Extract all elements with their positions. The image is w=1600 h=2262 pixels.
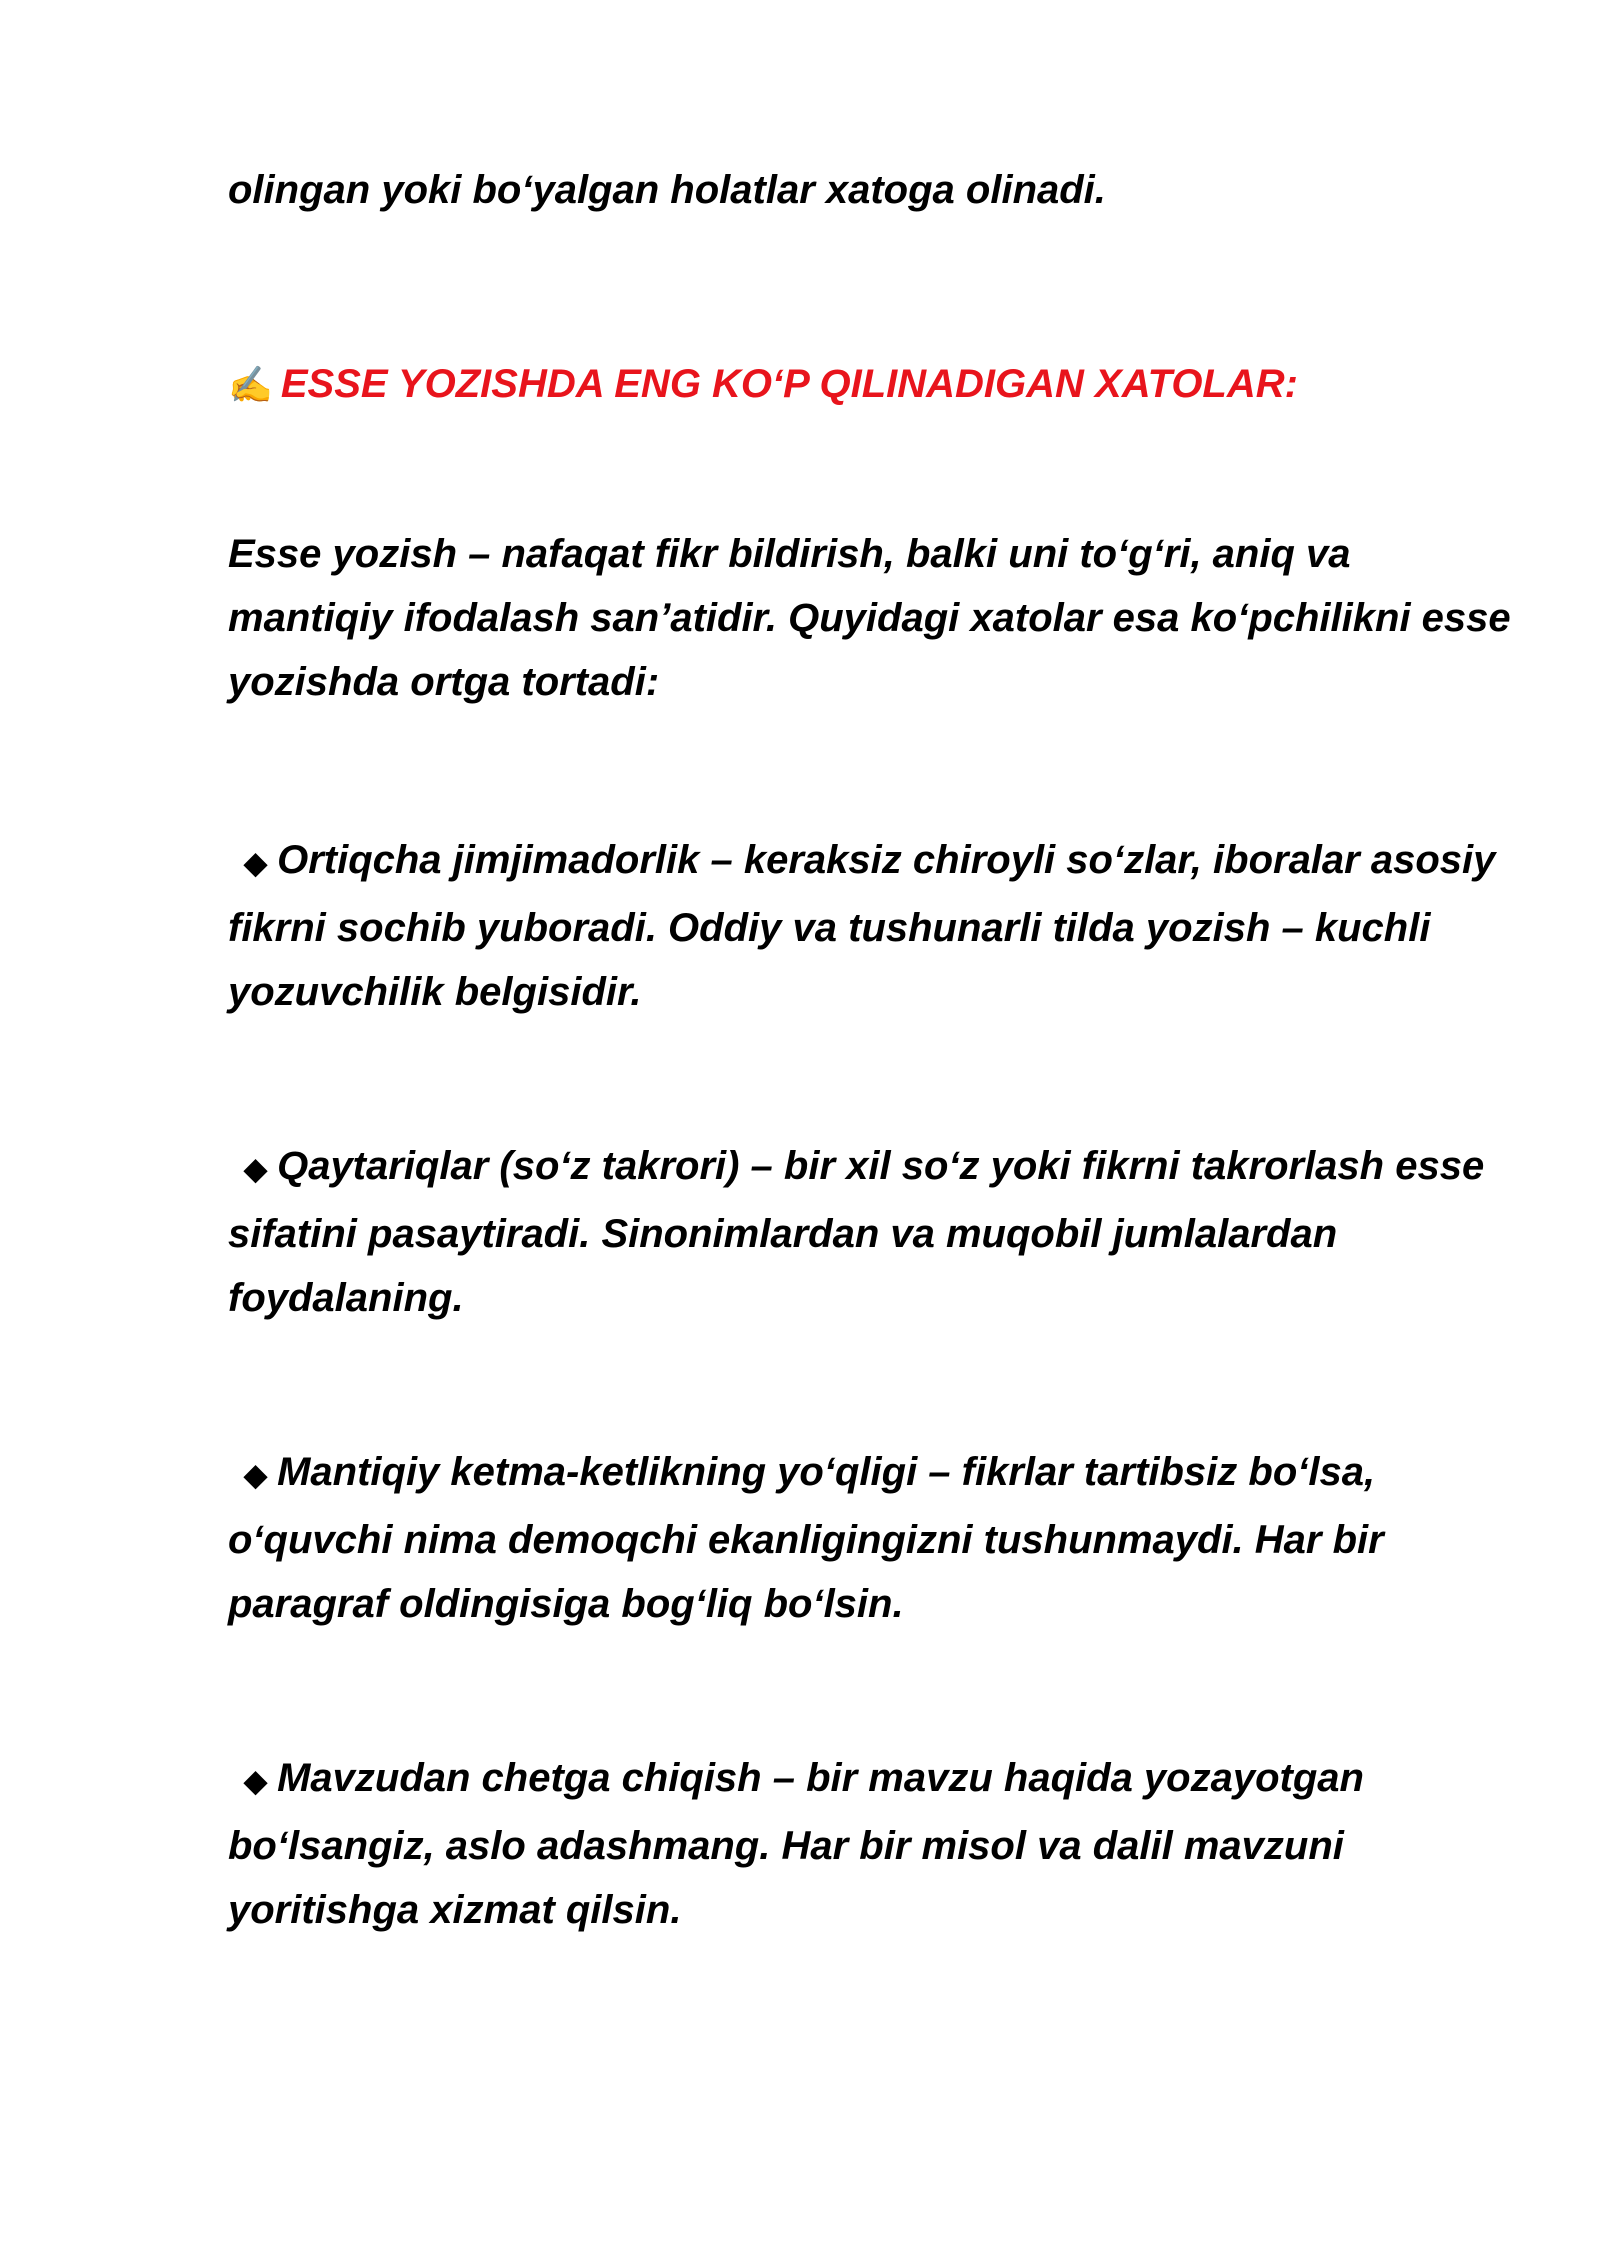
continuation-text: olingan yoki bo‘yalgan holatlar xatoga olinadi. [228, 168, 1106, 212]
list-item-text: Ortiqcha jimjimadorlik – keraksiz chiroyli so‘zlar, iboralar asosiy fikrni sochib yuboradi. Oddiy va tushunarli tilda yozish – kuchli yozuvchilik belgisidir. [228, 838, 1496, 1014]
list-item [228, 1746, 1518, 1942]
section-heading [228, 352, 1518, 417]
list-item-text: Mantiqiy ketma-ketlikning yo‘qligi – fikrlar tartibsiz bo‘lsa, o‘quvchi nima demoqchi ekanligingizni tushunmaydi. Har bir paragraf oldingisiga bog‘liq bo‘lsin. [228, 1450, 1384, 1626]
diamond-bullet-icon: ◆ [244, 1765, 268, 1798]
intro-paragraph [228, 522, 1518, 714]
diamond-bullet-icon: ◆ [244, 847, 268, 880]
list-item [228, 1134, 1518, 1330]
list-item [228, 828, 1518, 1024]
continuation-paragraph [228, 158, 1518, 222]
list-item [228, 1440, 1518, 1636]
writing-hand-icon: ✍ [228, 364, 273, 405]
diamond-bullet-icon: ◆ [244, 1459, 268, 1492]
section-heading-text: ESSE YOZISHDA ENG KO‘P QILINADIGAN XATOLAR: [280, 362, 1298, 406]
intro-text: Esse yozish – nafaqat fikr bildirish, balki uni to‘g‘ri, aniq va mantiqiy ifodalash san’atidir. Quyidagi xatolar esa ko‘pchilikni esse yozishda ortga tortadi: [228, 532, 1511, 704]
list-item-text: Qaytariqlar (so‘z takrori) – bir xil so‘z yoki fikrni takrorlash esse sifatini pasaytiradi. Sinonimlardan va muqobil jumlalardan foydalaning. [228, 1144, 1485, 1320]
list-item-text: Mavzudan chetga chiqish – bir mavzu haqida yozayotgan bo‘lsangiz, aslo adashmang. Har bir misol va dalil mavzuni yoritishga xizmat qilsin. [228, 1756, 1364, 1932]
diamond-bullet-icon: ◆ [244, 1153, 268, 1186]
